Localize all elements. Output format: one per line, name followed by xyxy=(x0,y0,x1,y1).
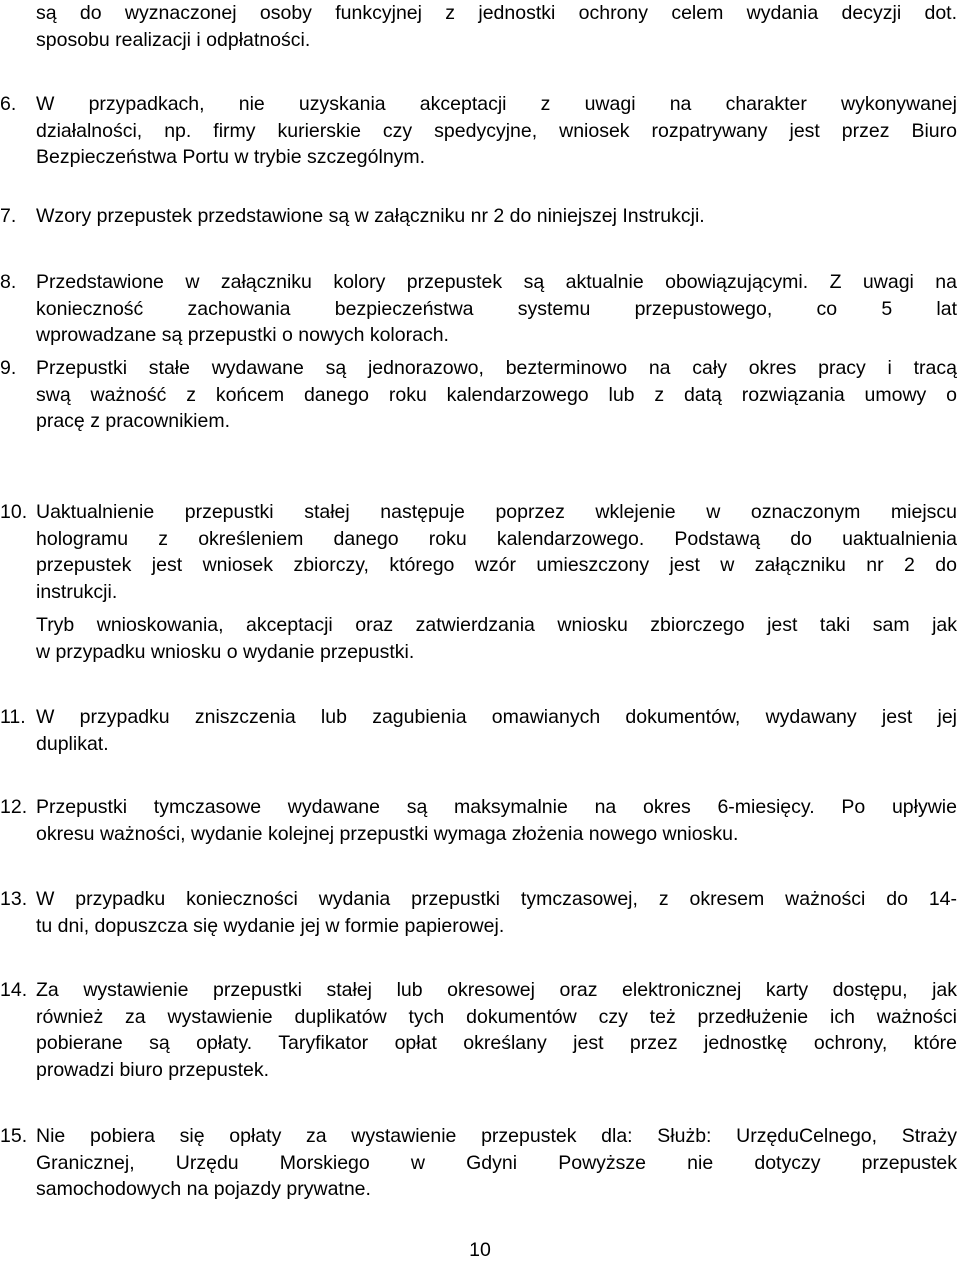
text-line: swą ważność z końcem danego roku kalendarzowego lub z datą rozwiązania umowy o xyxy=(36,383,957,406)
text-line: Tryb wnioskowania, akceptacji oraz zatwierdzania wniosku zbiorczego jest taki sam jak xyxy=(36,614,957,636)
text-line: W przypadku konieczności wydania przepustki tymczasowej, z okresem ważności do 14- xyxy=(36,888,957,910)
item-number: 12. xyxy=(0,796,28,818)
text-line: pobierane są opłaty. Taryfikator opłat określany jest przez jednostkę ochrony, które xyxy=(36,1032,957,1054)
text-line: sposobu realizacji i odpłatności. xyxy=(36,28,311,51)
text-line: W przypadkach, nie uzyskania akceptacji z uwagi na charakter wykonywanej xyxy=(36,93,957,115)
text-line: samochodowych na pojazdy prywatne. xyxy=(36,1178,371,1200)
text-line: duplikat. xyxy=(36,732,109,755)
text-line: Granicznej, Urzędu Morskiego w Gdyni Powyższe nie dotyczy przepustek xyxy=(36,1151,957,1174)
text-line: są do wyznaczonej osoby funkcyjnej z jednostki ochrony celem wydania decyzji dot. xyxy=(36,2,957,24)
text-line: pracę z pracownikiem. xyxy=(36,410,230,432)
text-line: przepustek jest wniosek zbiorczy, którego wzór umieszczony jest w załączniku nr 2 do xyxy=(36,554,957,576)
item-number: 11. xyxy=(0,706,26,728)
item-number: 13. xyxy=(0,888,28,910)
item-number: 14. xyxy=(0,979,28,1001)
text-line: Nie pobiera się opłaty za wystawienie przepustek dla: Służb: UrzęduCelnego, Straży xyxy=(36,1125,957,1147)
text-line: tu dni, dopuszcza się wydanie jej w formie papierowej. xyxy=(36,914,505,937)
text-line: wprowadzane są przepustki o nowych kolorach. xyxy=(36,324,449,346)
text-line: Za wystawienie przepustki stałej lub okresowej oraz elektronicznej karty dostępu, jak xyxy=(36,979,957,1001)
text-line: Bezpieczeństwa Portu w trybie szczególnym. xyxy=(36,146,426,168)
text-line: konieczność zachowania bezpieczeństwa systemu przepustowego, co 5 lat xyxy=(36,297,957,320)
text-line: Przedstawione w załączniku kolory przepustek są aktualnie obowiązującymi. Z uwagi na xyxy=(36,271,957,293)
text-line: Uaktualnienie przepustki stałej następuje poprzez wklejenie w oznaczonym miejscu xyxy=(36,501,957,523)
text-line: również za wystawienie duplikatów tych dokumentów czy też przedłużenie ich ważności xyxy=(36,1005,957,1028)
text-line: instrukcji. xyxy=(36,580,118,603)
item-number: 10. xyxy=(0,501,28,523)
text-line: prowadzi biuro przepustek. xyxy=(36,1058,270,1081)
item-number: 15. xyxy=(0,1125,28,1147)
item-number: 6. xyxy=(0,93,17,115)
text-line: hologramu z określeniem danego roku kalendarzowego. Podstawą do uaktualnienia xyxy=(36,527,957,550)
text-line: Przepustki stałe wydawane są jednorazowo, bezterminowo na cały okres pracy i tracą xyxy=(36,357,957,379)
item-number: 7. xyxy=(0,205,17,227)
text-line: W przypadku zniszczenia lub zagubienia omawianych dokumentów, wydawany jest jej xyxy=(36,706,957,728)
text-line: działalności, np. firmy kurierskie czy spedycyjne, wniosek rozpatrywany jest przez Biuro xyxy=(36,119,957,142)
item-number: 8. xyxy=(0,271,17,293)
item-number: 9. xyxy=(0,357,17,379)
intro-paragraph xyxy=(36,0,957,53)
text-line: Wzory przepustek przedstawione są w załączniku nr 2 do niniejszej Instrukcji. xyxy=(36,205,705,227)
text-line: okresu ważności, wydanie kolejnej przepustki wymaga złożenia nowego wniosku. xyxy=(36,822,739,845)
text-line: w przypadku wniosku o wydanie przepustki. xyxy=(36,640,415,663)
page-number: 10 xyxy=(469,1239,491,1261)
text-line: Przepustki tymczasowe wydawane są maksymalnie na okres 6-miesięcy. Po upływie xyxy=(36,796,957,818)
